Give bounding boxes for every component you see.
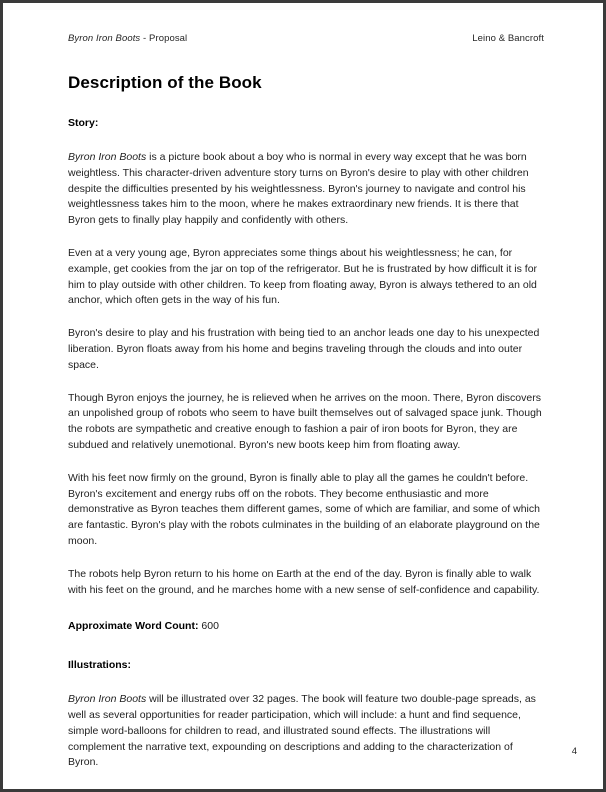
story-paragraph-5: With his feet now firmly on the ground, Byron is finally able to play all the games he couldn't before. Byron's excitement and energy rubs off on the robots. They become enthusiastic and more demonstrative as Byron teaches them different games, some of which are familiar, and some of which are fantastic. Byron's play with the robots culminates in the building of an elaborate playground on the moon. xyxy=(68,471,540,547)
running-header-book-title: Byron Iron Boots xyxy=(68,33,141,44)
running-header-authors: Leino & Bancroft xyxy=(472,33,544,44)
running-header-title-suffix: - Proposal xyxy=(140,33,188,44)
story-paragraph-2: Even at a very young age, Byron appreciates some things about his weightlessness; he can, for example, get cookies from the jar on top of the refrigerator. But he is frustrated by how difficult it is for him to play outside with other children. To keep from floating away, Byron is always tethered to an old anchor, which often gets in the way of his fun. xyxy=(68,246,538,307)
page-title: Description of the Book xyxy=(68,73,262,92)
running-header xyxy=(68,33,544,44)
illustrations-paragraph-1-book-title: Byron Iron Boots xyxy=(68,693,147,706)
story-paragraph-1 xyxy=(68,150,544,229)
word-count-label: Approximate Word Count: xyxy=(68,620,199,633)
running-header-left xyxy=(68,33,187,44)
word-count-line xyxy=(68,619,544,635)
section-heading-story: Story: xyxy=(68,117,99,129)
word-count-value: 600 xyxy=(198,620,219,633)
story-paragraph-3: Byron's desire to play and his frustration with being tied to an anchor leads one day to his unexpected liberation. Byron floats away from his home and begins traveling through the clouds and into outer space. xyxy=(68,327,540,371)
story-paragraph-1-book-title: Byron Iron Boots xyxy=(68,151,147,163)
story-paragraph-4: Though Byron enjoys the journey, he is relieved when he arrives on the moon. There, Byron discovers an unpolished group of robots who seem to have built themselves out of salvaged space junk. Though the robots are sympathetic and creative enough to fashion a pair of iron boots for Byron, they are subdued and relatively unemotional. Byron's new boots keep him from floating away. xyxy=(68,391,542,451)
illustrations-paragraph-1 xyxy=(68,692,544,771)
section-heading-illustrations: Illustrations: xyxy=(68,659,132,672)
story-paragraph-6: The robots help Byron return to his home on Earth at the end of the day. Byron is finally able to walk with his feet on the ground, and he marches home with a new sense of self-confidence and capability. xyxy=(68,567,540,596)
story-paragraph-1-text: is a picture book about a boy who is normal in every way except that he was born weightless. This character-driven adventure story turns on Byron's desire to play with other children despite the difficulties presented by his weightlessness. Byron's journey to navigate and control his weightlessness takes him to the moon, where he makes extraordinary new friends. It is there that Byron gets to finally play happily and confidently with others. xyxy=(68,151,529,227)
page-number: 4 xyxy=(571,746,577,757)
page-content xyxy=(68,33,544,771)
illustrations-paragraph-1-text: will be illustrated over 32 pages. The book will feature two double-page spreads, as well as several opportunities for reader participation, which will include: a hunt and find sequence, simple word-balloons for children to read, and illustrated sound effects. The illustrations will complement the narrative text, expounding on descriptions and adding to the characterization of Byron. xyxy=(68,693,536,769)
